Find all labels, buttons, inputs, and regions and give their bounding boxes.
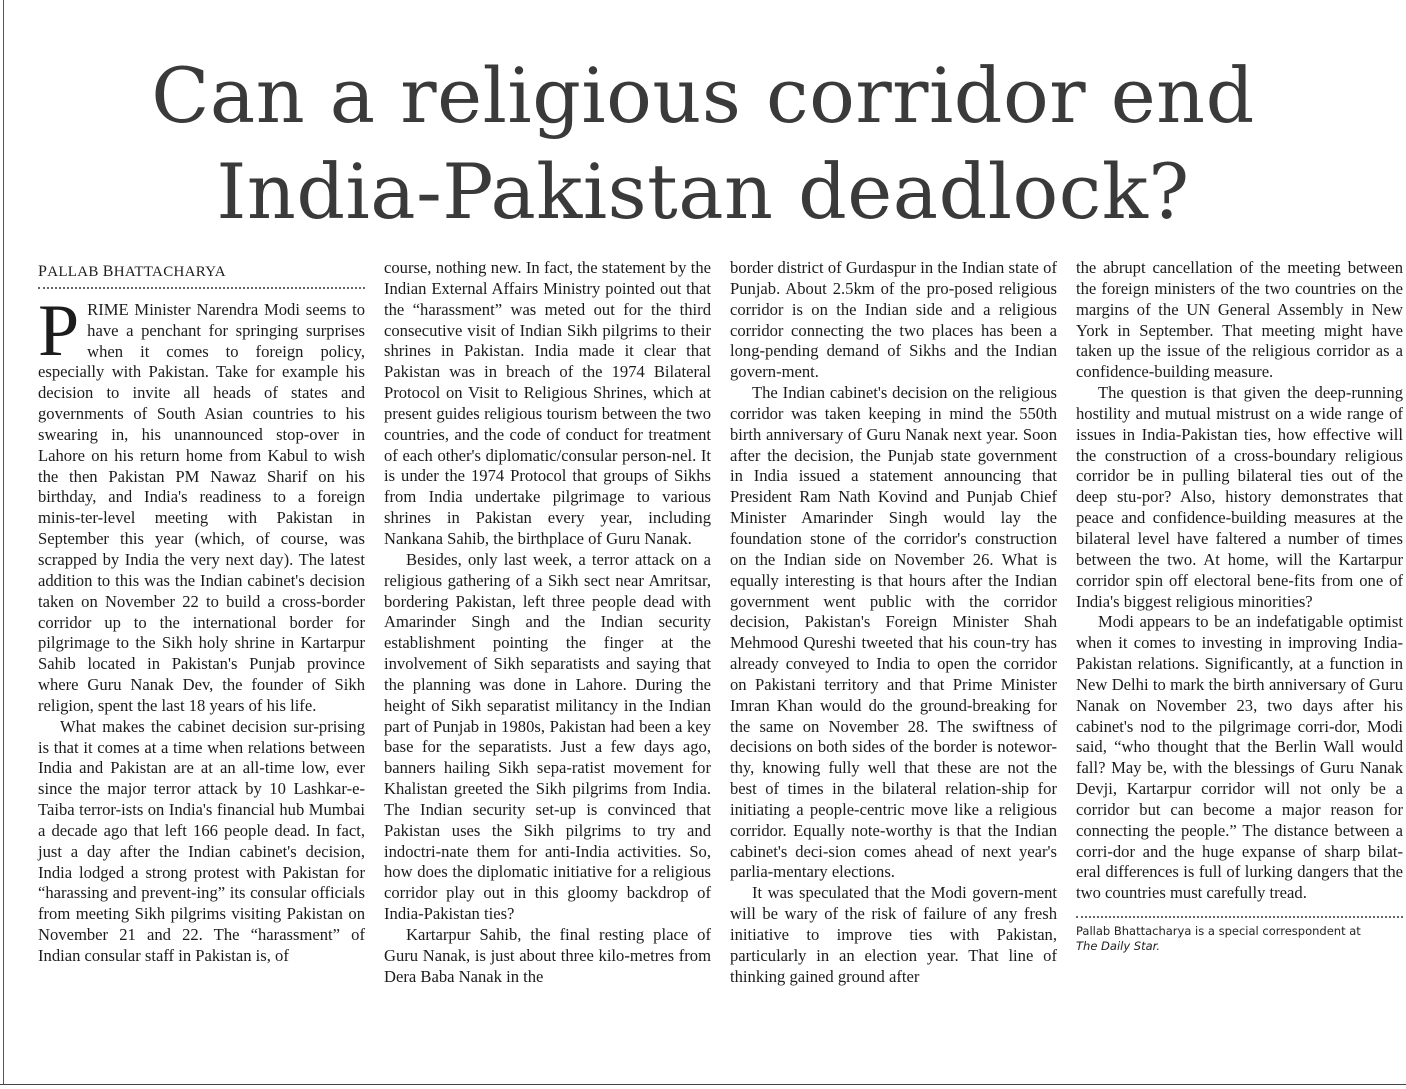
top-clipped-strip [38, 0, 1398, 4]
byline: PALLAB BHATTACHARYA [38, 258, 365, 289]
article-paragraph: the abrupt cancellation of the meeting between the foreign ministers of the two countries on the margins of the UN General Assembly in New York in September. That meeting might have taken up the issue of the religious corridor as a confidence-building measure. [1076, 258, 1403, 382]
headline-line-1: Can a religious corridor end [151, 51, 1255, 140]
article-paragraph: Kartarpur Sahib, the final resting place of Guru Nanak, is just about three kilo-metres from Dera Baba Nanak in the [384, 925, 711, 986]
article-paragraph: The Indian cabinet's decision on the religious corridor was taken keeping in mind the 550th birth anniversary of Guru Nanak next year. Soon after the decision, the Punjab state government in India issued a statement announcing that President Ram Nath Kovind and Punjab Chief Minister Amarinder Singh would lay the foundation stone of the corridor's construction on the Indian side on November 26. What is equally interesting is that hours after the Indian government went public with the corridor decision, Pakistan's Foreign Minister Shah Mehmood Qureshi tweeted that his coun-try has already conveyed to India to open the corridor on Pakistani territory and that Prime Minister Imran Khan would do the ground-breaking for the same on November 28. The swiftness of decisions on both sides of the border is notewor-thy, knowing fully well that these are not the best of times in the bilateral relation-ship for initiating a people-centric move like a religious corridor. Equally note-worthy is that the Indian cabinet's deci-sion comes ahead of next year's parlia-mentary elections. [730, 383, 1057, 882]
headline [0, 48, 1406, 240]
publication-name: The Daily Star. [1076, 939, 1160, 954]
author-note-divider [1076, 916, 1403, 954]
article-column-2 [384, 258, 711, 988]
headline-line-2: India-Pakistan deadlock? [216, 147, 1190, 236]
article-paragraph: Modi appears to be an indefatigable optimist when it comes to investing in improving India-Pakistan relations. Significantly, at a function in New Delhi to mark the birth anniversary of Guru Nanak on November 23, two days after his cabinet's nod to the pilgrimage corri-dor, Modi said, “who thought that the Berlin Wall would fall? May be, with the blessings of Guru Nanak Devji, Kartarpur corridor will not only be a corridor but can become a major reason for connecting the people.” The distance between a corri-dor and the huge expanse of sharp bilat-eral differences is full of lurking dangers that the two countries must carefully tread. [1076, 612, 1403, 903]
article-column-4 [1076, 258, 1403, 954]
article-paragraph: The question is that given the deep-running hostility and mutual mistrust on a wide range of issues in India-Pakistan ties, how effective will the construction of a cross-boundary religious corridor be in pulling bilateral ties out of the deep stu-por? Also, history demonstrates that peace and confidence-building measures at the bilateral level have faltered a number of times between the two. At home, will the Kartarpur corridor spin off electoral bene-fits from one of India's biggest religious minorities? [1076, 383, 1403, 611]
bottom-rule [0, 1084, 1406, 1085]
article-paragraph: Besides, only last week, a terror attack on a religious gathering of a Sikh sect near Amritsar, bordering Pakistan, left three people dead with Amarinder Singh and the Indian security establishment pointing the finger at the involvement of Sikh separatists and saying that the planning was done in Lahore. During the height of Sikh separatist militancy in the Indian part of Punjab in 1980s, Pakistan had been a key base for the separatists. Just a few days ago, banners hailing Sikh sepa-ratist movement for Khalistan greeted the Sikh pilgrims from India. The Indian security set-up is convinced that Pakistan uses the Sikh pilgrims to try and indoctri-nate them for anti-India activities. So, how does the diplomatic initiative for a religious corridor play out in this gloomy backdrop of India-Pakistan ties? [384, 549, 711, 924]
article-paragraph: What makes the cabinet decision sur-prising is that it comes at a time when relations between India and Pakistan are at an all-time low, ever since the major terror attack by 10 Lashkar-e-Taiba terror-ists on India's financial hub Mumbai a decade ago that left 166 people dead. In fact, just a day after the Indian cabinet's decision, India lodged a strong protest with Pakistan for “harassing and prevent-ing” its consular officials from meeting Sikh pilgrims visiting Pakistan on November 21 and 22. The “harassment” of Indian consular staff in Pakistan is, of [38, 716, 365, 965]
article-column-3 [730, 258, 1057, 988]
article-paragraph: It was speculated that the Modi govern-ment will be wary of the risk of failure of any fresh initiative to improve ties with Pakistan, particularly in an election year. That line of thinking gained ground after [730, 883, 1057, 986]
article-column-1 [38, 258, 365, 967]
article-paragraph: border district of Gurdaspur in the Indian state of Punjab. About 2.5km of the pro-posed religious corridor is on the Indian side and a religious corridor connecting the two places has been a long-pending demand of Sikhs and the Indian govern-ment. [730, 258, 1057, 382]
author-note: Pallab Bhattacharya is a special correspondent at The Daily Star. [1076, 924, 1361, 954]
dropcap: P [38, 289, 80, 372]
article-paragraph: course, nothing new. In fact, the statement by the Indian External Affairs Ministry pointed out that the “harassment” was meted out for the third consecutive visit of Indian Sikh pilgrims to their shrines in Pakistan. India made it clear that Pakistan was in breach of the 1974 Bilateral Protocol on Visit to Religious Shrines, which at present guides religious tourism between the two countries, and the code of conduct for treatment of each other's diplomatic/consular person-nel. It is under the 1974 Protocol that groups of Sikhs from India undertake pilgrimage to various shrines in Pakistan every year, including Nankana Sahib, the birthplace of Guru Nanak. [384, 258, 711, 548]
article-paragraph: P RIME Minister Narendra Modi seems to have a penchant for springing surprises when it comes to foreign policy, especially with Pakistan. Take for example his decision to invite all heads of states and governments of South Asian countries to his swearing in, his unannounced stop-over in Lahore on his return home from Kabul to wish the then Pakistan PM Nawaz Sharif on his birthday, and India's readiness to a foreign minis-ter-level meeting with Pakistan in September this year (which, of course, was scrapped by India the very next day). The latest addition to this was the Indian cabinet's decision taken on November 22 to build a cross-border corridor up to the international border for pilgrimage to the Sikh holy shrine in Kartarpur Sahib located in Pakistan's Punjab province where Guru Nanak Dev, the founder of Sikh religion, spent the last 18 years of his life. [38, 289, 365, 715]
